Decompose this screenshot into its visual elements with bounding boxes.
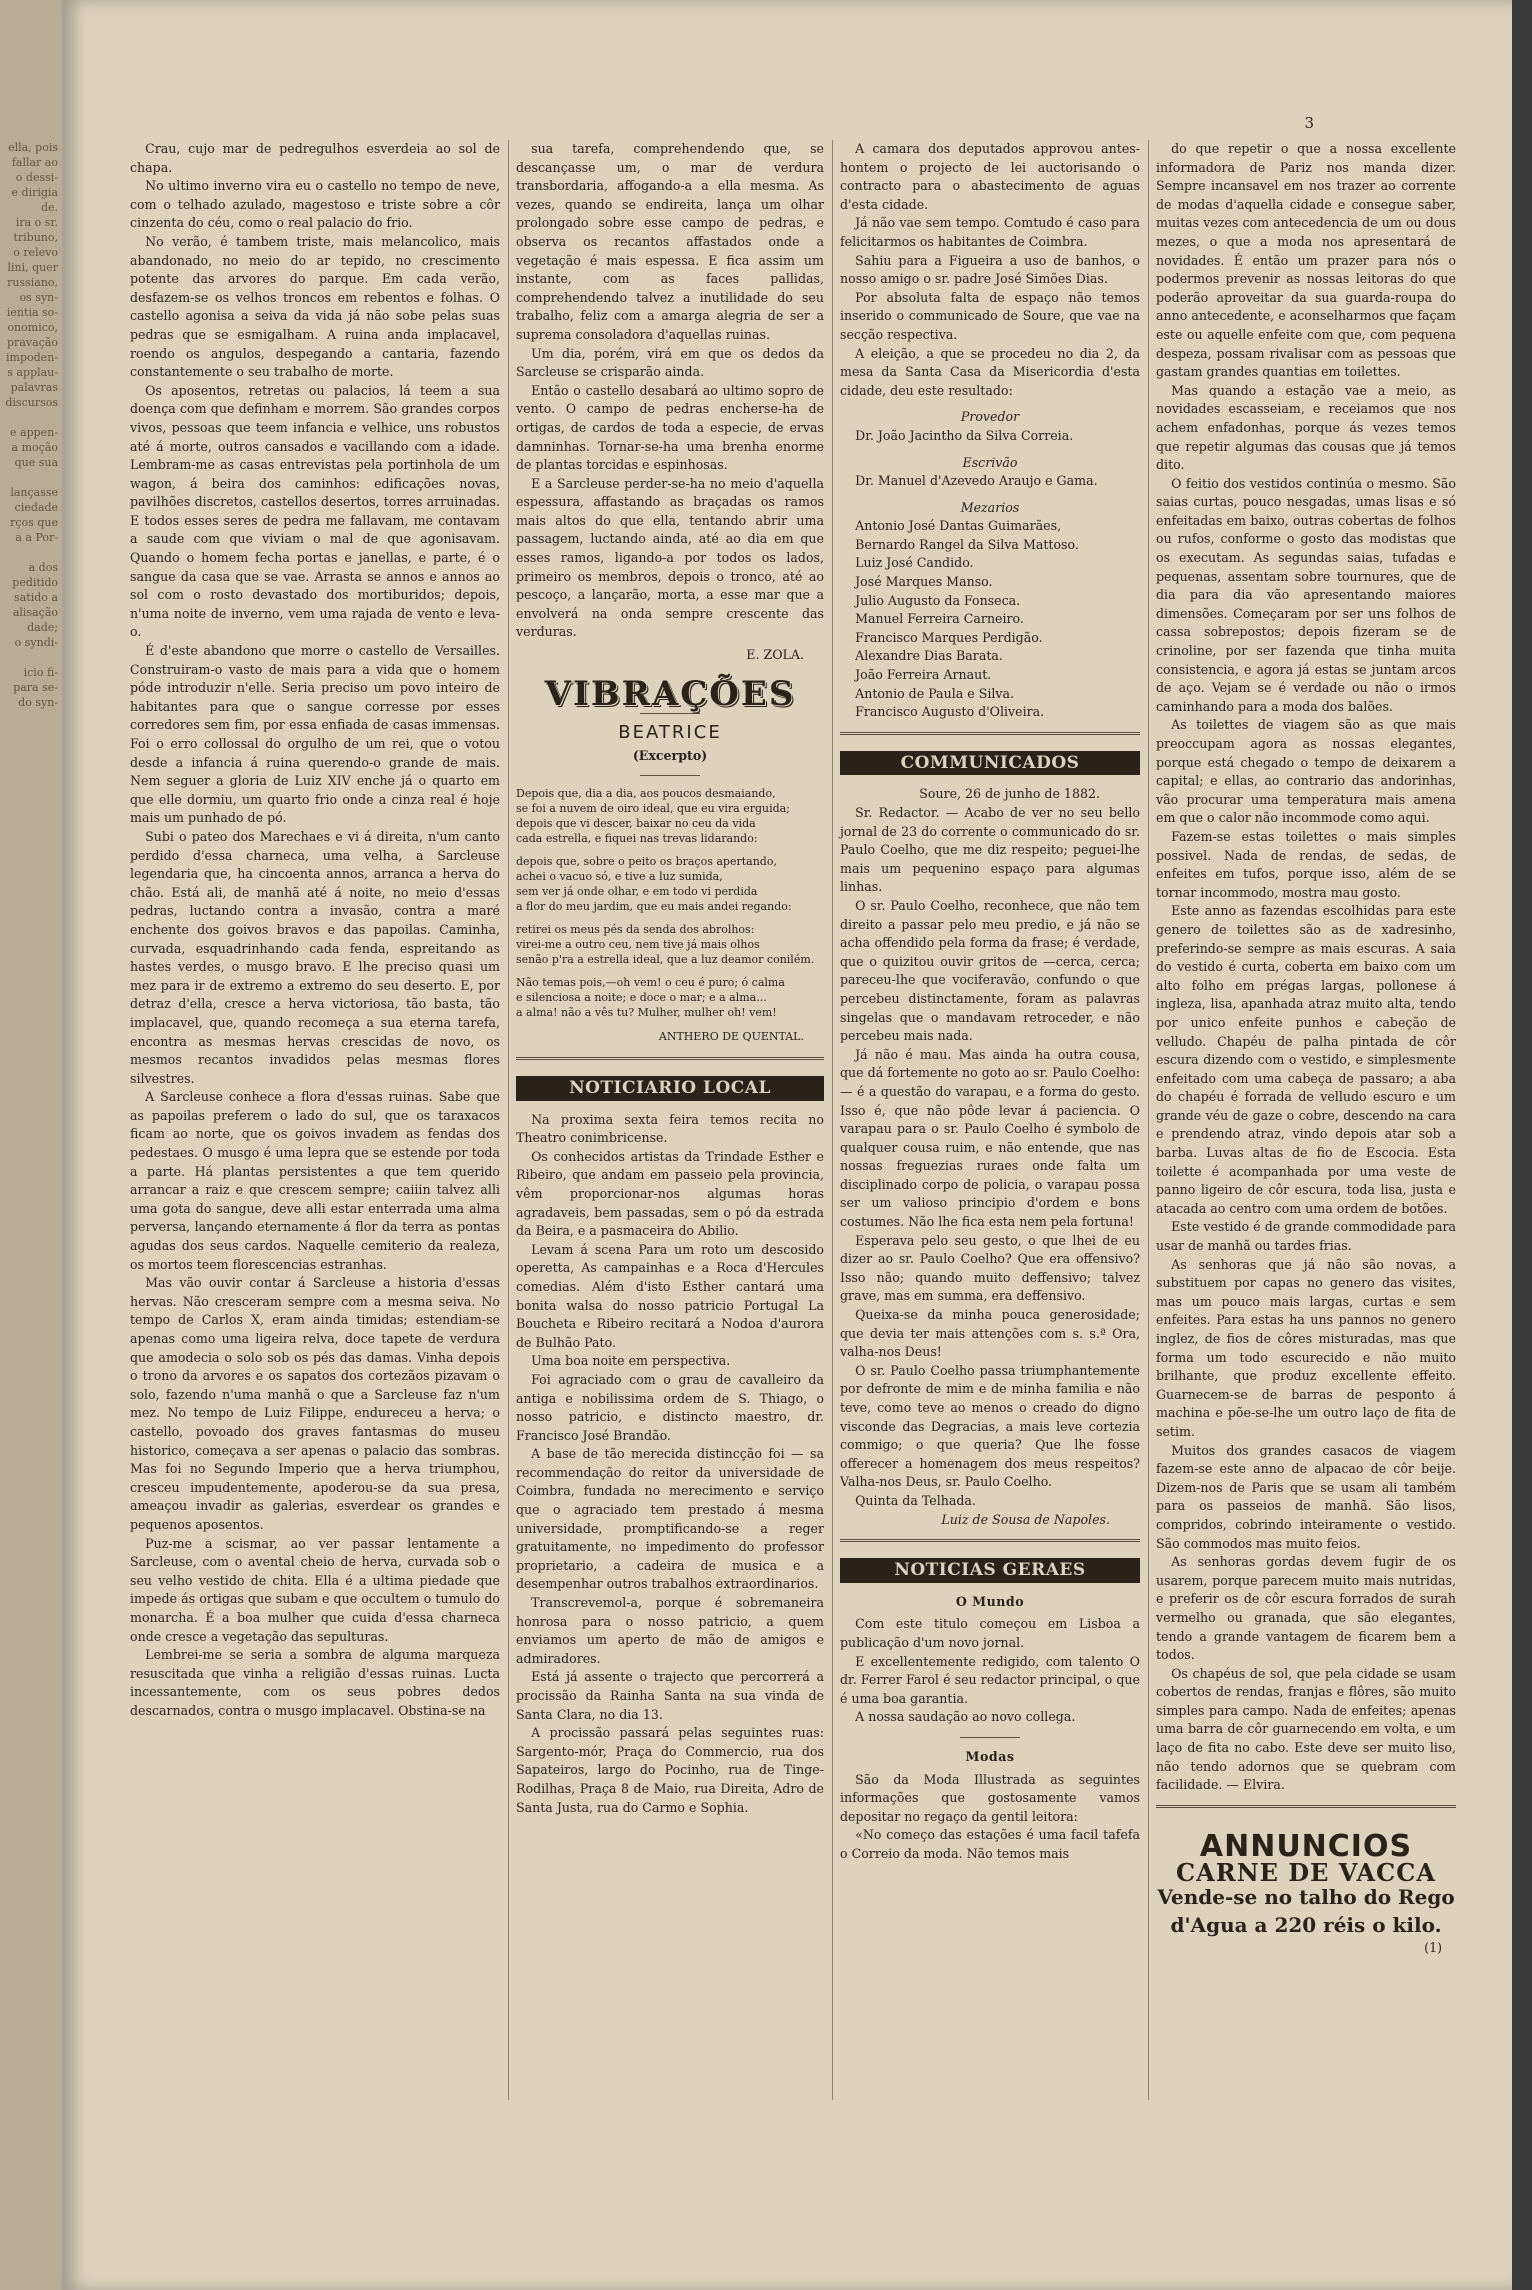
paragraph: As senhoras que já não são novas, a substituem por capas no genero das visites, mas um pouco mais largas, curtas e sem enfeites. Para estas ha uns pannos no genero inglez, de fios de côres misturadas, mas que forma um todo escurecido e não muito brilhante, que produz excellente effeito. Guarnecem-se de barras de pesponto á machina e põe-se-lhe um outro laço de fita de setim. [1156,1256,1456,1439]
mezarios-label: Mezarios [960,499,1020,515]
mezario-name: Antonio José Dantas Guimarães, [855,518,1062,534]
news-item: Na proxima sexta feira temos recita no Theatro conimbricense. [516,1111,824,1146]
paragraph: Então o castello desabará ao ultimo sopro de vento. O campo de pedras encherse-ha de ortigas, de cardos de toda a especie, de ervas damninhas. Tornar-se-ha uma brenha enorme de plantas torcidas e espinhosas. [516,382,824,473]
ad-line: Vende-se no talho do Rego [1157,1885,1455,1910]
communicado-dateline: Soure, 26 de junho de 1882. [919,786,1100,802]
news-item: Foi agraciado com o grau de cavalleiro da antiga e nobilissima ordem de S. Thiago, o nosso patricio, e distincto maestro, dr. Francisco José Brandão. [516,1371,824,1443]
provedor-label: Provedor [960,409,1020,425]
paragraph: Quinta da Telhada. [855,1492,976,1508]
paragraph: Esperava pelo seu gesto, o que lhei de eu dizer ao sr. Paulo Coelho? Que era offensivo? Isso não; quando muito deffensivo; talvez grave, mas em summa, era deffensivo. [840,1232,1140,1304]
paragraph: Queixa-se da minha pouca generosidade; que devia ter mais attenções com s. s.ª Ora, valha-nos Deus! [840,1307,1140,1360]
poem-line: e silenciosa a noite; e doce o mar; e a alma... [516,991,767,1005]
annuncios-title: ANNUNCIOS [1199,1828,1413,1864]
beatrice-title: BEATRICE [618,722,722,744]
poem-line: senão p'ra a estrella ideal, que a luz deamor conilém. [516,953,815,967]
modas-body [840,1771,1140,1864]
paragraph: As senhoras gordas devem fugir de os usarem, porque parecem muito mais nutridas, e preferir os de côr escura forrados de surah vermelho ou granada, que são elegantes, tendo a grande vantagem de ficarem bem a todos. [1156,1554,1456,1663]
mezario-name: José Marques Manso. [855,574,993,590]
newspaper-page [62,0,1512,2290]
escrivao-label: Escrivão [962,454,1018,470]
mezario-name: Alexandre Dias Barata. [855,648,1003,664]
poem-stanza [516,975,824,1020]
mezario-name: Antonio de Paula e Silva. [855,685,1015,701]
paragraph: Este vestido é de grande commodidade para usar de manhã ou tardes frias. [1156,1219,1456,1254]
paragraph: «No começo das estações é uma facil tafefa o Correio da moda. Não temos mais [840,1827,1140,1861]
paragraph: Lembrei-me se seria a sombra de alguma marqueza resuscitada que vinha a religião d'essas ruinas. Lucta incessantemente, com os seus pobres dedos descarnados, contra o musgo implacavel. Obstina-se na [130,1647,500,1718]
ad-line: d'Agua a 220 réis o kilo. [1170,1913,1442,1938]
previous-page-text: ella, pois fallar ao o dessi- e dirigia de. ira o sr. tribuno, o relevo lini, quer russiano, os syn- ientia so- onomico, pravação impoden- s applau- palavras discursos e appen- a moção que sua lançasse ciedade rços que a a Por- a dos peditido satido a alisação dade; o syndi- icio fi- para se- do syn- [5,141,58,709]
mezario-name: Manuel Ferreira Carneiro. [855,611,1024,627]
paragraph: A Sarcleuse conhece a flora d'essas ruinas. Sabe que as papoilas preferem o lado do sul, que os taraxacos ficam ao norte, que os goivos invadem as fendas dos pedestaes. O musgo é uma lepra que se estende por toda a parte. Há plantas persistentes a que tem querido arrancar a raiz e que crescem sempre; caiiin talvez alli uma gota do sangue, deve alli estar enterrada uma alma perversa, lançando eternamente á flor da terra as pontas agudas dos seus cardos. Naquelle cemiterio da realeza, os mortos teem florescencias estranhas. [130,1089,500,1272]
paragraph: As toilettes de viagem são as que mais preoccupam agora as nossas elegantes, porque está chegado o tempo de deixarem a capital; e ellas, ao contrario das andorinhas, vão procurar uma temperatura mais amena em que o calor não incommode como aqui. [1156,717,1456,826]
mezario-name: Luiz José Candido. [855,555,974,571]
provedor-name: Dr. João Jacintho da Silva Correia. [855,427,1074,443]
poem-line: virei-me a outro ceu, nem tive já mais olhos [516,938,760,952]
poem [516,786,824,1020]
ad-headline: CARNE DE VACCA [1176,1858,1436,1888]
column-1 [130,140,500,1720]
poem-line: se foi a nuvem de oiro ideal, que eu vira erguida; [516,802,790,816]
paragraph: No verão, é tambem triste, mais melancolico, mais abandonado, no meio do ar tepido, no crescimento potente das arvores do parque. Em cada verão, desfazem-se os velhos troncos em rebentos e folhas. O castello agonisa a seiva da vida já não sobe pelas suas pedras que se esmigalham. A ruina anda implacavel, roendo os angulos, despegando a cantaria, fazendo constantemente o seu trabalho de morte. [130,233,500,380]
news-item: A camara dos deputados approvou antes-hontem o projecto de lei auctorisando o contracto para o abastecimento de aguas d'esta cidade. [840,141,1140,212]
paragraph: E a Sarcleuse perder-se-ha no meio d'aquella espessura, affastando as braçadas os ramos mais altos do que ella, tentando abrir uma passagem, luctando ainda, até ao dia em que esses ramos, ligando-a por todos os lados, primeiro os membros, depois o tronco, até ao pescoço, a lançarão, morta, a esse mar que a envolverá na onda sempre crescente das verduras. [516,475,824,640]
column-3 [840,140,1140,1863]
column-2 [516,140,824,1817]
poem-line: sem ver já onde olhar, e em todo vi perdida [516,885,758,899]
news-item: Já não vae sem tempo. Comtudo é caso para felicitarmos os habitantes de Coimbra. [840,215,1140,249]
mezario-name: João Ferreira Arnaut. [855,667,992,683]
mezario-name: Francisco Augusto d'Oliveira. [855,704,1045,720]
poem-line: cada estrella, e fiquei nas trevas lidarando: [516,832,758,846]
column-rule [508,140,509,2100]
poem-line: a flor do meu jardim, que eu mais andei regando: [516,900,792,914]
paragraph: Puz-me a scismar, ao ver passar lentamente a Sarcleuse, com o avental cheio de herva, curvada sob o seu velho vestido de chita. Ella é a ultima piedade que impede ás ortigas que subam e que occultem o tumulo do monarcha. É a boa mulher que cuida d'essa charneca onde cresce a vegetação das sepulturas. [130,1535,500,1644]
section-rule [840,732,1140,735]
column-4 [1156,140,1456,1958]
section-rule [1156,1805,1456,1808]
paragraph: É d'este abandono que morre o castello de Versailles. Construiram-o vasto de mais para a vida que o homem póde introduzir n'elle. Seria preciso um povo inteiro de habitantes para que o sangue corresse por esses corredores sem fim, por essa enfiada de casas immensas. Foi o erro collossal do orgulho de um rei, que o votou desde a infancia á ruina querendo-o grande de mais. Nem seguer a gloria de Luiz XIV enche já o quarto em que elle dormiu, um quarto frio onde a cinza real é hoje mais um punhado de pó. [130,643,500,826]
escrivao-name: Dr. Manuel d'Azevedo Araujo e Gama. [855,473,1098,489]
news-item: A base de tão merecida distincção foi — sa recommendação do reitor da universidade de Coimbra, fundada no merecimento e serviço que o agraciado tem prestado á mesma universidade, promptificando-se a reger gratuitamente, no impedimento do professor proprietario, a cadeira de musica e a desempenhar outros trabalhos extraordinarios. [516,1446,824,1592]
o-mundo-body [840,1615,1140,1727]
paragraph: sua tarefa, comprehendendo que, se descançasse um, o mar de verdura transbordaria, affogando-a a ella mesma. As vezes, quando se endireita, lança um olhar prolongado sobre esse campo de pedras, e observa os recantos affastados onde a vegetação é mais espessa. E fica assim um instante, com as faces pallidas, comprehendendo talvez a inutilidade do seu trabalho, feliz com a amarga alegria de ser a suprema consoladora d'aquellas ruinas. [516,141,824,342]
modas-title: Modas [965,1748,1015,1764]
ad-number: (1) [1424,1940,1442,1956]
paragraph: do que repetir o que a nossa excellente informadora de Pariz nos manda dizer. Sempre incansavel em nos trazer ao corrente de modas d'aquella cidade e consegue saber, muitas vezes com antecedencia de um ou dous mezes, o que a moda nos apresentará de novidades. É então um prazer para nós o podermos prevenir as nossas leitoras do que poderão aproveitar da sua guarda-roupa do anno antecedente, e aconselharmos que façam este ou aquelle enfeite com que, com pequena despeza, possam rivalisar com as pessoas que gastam grandes quantias em toilettes. [1156,141,1456,380]
paragraph: Um dia, porém, virá em que os dedos da Sarcleuse se crisparão ainda. [516,345,824,380]
poem-line: retirei os meus pés da senda dos abrolhos: [516,923,755,937]
previous-page-edge [0,0,62,2290]
poem-line: depois que, sobre o peito os braços apertando, [516,855,777,869]
zola-signature: E. ZOLA. [746,647,804,663]
poem-line: depois que vi descer, baixar no ceu da vida [516,817,756,831]
paragraph: Muitos dos grandes casacos de viagem fazem-se este anno de alpacao de côr beije. Dizem-nos de Paris que se usam ali também para os passeios de manhã. São lisos, compridos, cobrindo inteiramente o vestido. São commodos mas muito feios. [1156,1442,1456,1551]
news-item: Levam á scena Para um roto um descosido operetta, As campainhas e a Roca d'Hercules comedias. Além d'isto Esther cantará uma bonita walsa do nosso patricio Portugal La Boucheta e Ribeiro recitará a Nodoa d'aurora de Bulhão Pato. [516,1241,824,1350]
news-item: Transcrevemol-a, porque é sobremaneira honrosa para o nosso patricio, a quem enviamos um aperto de mão de amigos e admiradores. [516,1595,824,1666]
news-item: Por absoluta falta de espaço não temos inserido o communicado de Soure, que vae na secção respectiva. [840,289,1140,342]
paragraph: Subi o pateo dos Marechaes e vi á direita, n'um canto perdido d'essa charneca, uma velha, a Sarcleuse legendaria que, ha cincoenta annos, arranca a herva do chão. Está ali, de manhã até á noite, no meio d'essas pedras, luctando contra a invasão, contra a maré enchente dos goivos bravos e das papoilas. Caminha, curvada, esquadrinhando cada fenda, espreitando as hastes verdes, o musgo bravo. E lhe preciso quasi um mez para ir de extremo a extremo do seu deserto. E, por detraz d'ella, cresce a herva victoriosa, tão basta, tão implacavel, que, quando recomeça a sua eterna tarefa, encontra as mesmas hervas crescidas de novo, os mesmos recantos invadidos pelas mesmas flores silvestres. [130,828,500,1086]
column-rule [832,140,833,2100]
paragraph: E excellentemente redigido, com talento O dr. Ferrer Farol é seu redactor principal, o que é uma boa garantia. [840,1653,1140,1706]
ornament-rule [640,775,700,776]
communicado-signature: Luiz de Sousa de Napoles. [941,1511,1110,1527]
paragraph: O sr. Paulo Coelho, reconhece, que não tem direito a passar pelo meu predio, e já não se acha offendido pela forma da frase; é verdade, que o quizitou ouvir gritos de —cerca, cerca; pareceu-lhe que vociferavão, confundo o que percebeu distinctamente, foram as palavras singelas que o mandavam retroceder, e não percebeu mais nada. [840,897,1140,1044]
excerpt-label: (Excerpto) [632,747,708,763]
communicado-body [840,804,1140,1511]
mezario-name: Francisco Marques Perdigão. [855,629,1043,645]
poem-stanza [516,922,824,967]
news-item: A procissão passará pelas seguintes ruas: Sargento-mór, Praça do Commercio, rua dos Sapateiros, largo do Pocinho, rua de Tinge-Rodilhas, Praça 8 de Maio, rua Direita, Adro de Santa Justa, rua do Carmo e Sophia. [516,1725,824,1815]
poem-line: Depois que, dia a dia, aos poucos desmaiando, [516,787,776,801]
paragraph: No ultimo inverno vira eu o castello no tempo de neve, com o telhado azulado, magestoso e triste sobre a côr cinzenta do céu, como o real palacio do frio. [130,178,500,231]
o-mundo-title: O Mundo [955,1593,1025,1609]
section-rule [516,1057,824,1060]
section-rule [840,1539,1140,1542]
modas-continuation [1156,140,1456,1795]
noticias-geraes-title: NOTICIAS GERAES [840,1558,1140,1583]
paragraph: Sr. Redactor. — Acabo de ver no seu bello jornal de 23 do corrente o communicado do sr. Paulo Coelho, que me diz respeito; peguei-lhe mais um pequenino espaço para algumas linhas. [840,805,1140,895]
vibracoes-title: VIBRAÇÕES [544,673,796,714]
mezario-name: Julio Augusto da Fonseca. [855,592,1021,608]
news-item: Sahiu para a Figueira a uso de banhos, o nosso amigo o sr. padre José Simões Dias. [840,252,1140,287]
paragraph: Já não é mau. Mas ainda ha outra cousa, que dá fortemente no goto ao sr. Paulo Coelho: — é a questão do varapau, e a forma do gesto. Isso é, que não pôde levar á paciencia. O varapau para o sr. Paulo Coelho é symbolo de qualquer cousa ruim, e não entende, que nas nossas freguezias ruraes onde falta um disciplinado corpo de policia, o varapau possa ser um valioso principio d'ordem e bons costumes. Não lhe fica esta nem pela fortuna! [840,1046,1140,1230]
noticiario-local-items [516,1111,824,1818]
paragraph: São da Moda Illustrada as seguintes informações que gostosamente vamos depositar no regaço da gentil leitora: [840,1771,1140,1824]
paragraph: Com este titulo começou em Lisboa a publicação d'um novo jornal. [840,1616,1140,1650]
local-notes [840,140,1140,400]
news-item: A eleição, a que se procedeu no dia 2, da mesa da Santa Casa da Misericordia d'esta cidade, deu este resultado: [840,345,1140,398]
noticiario-local-title: NOTICIARIO LOCAL [516,1076,824,1101]
column-rule [1148,140,1149,2100]
paragraph: A nossa saudação ao novo collega. [855,1709,1076,1725]
mezarios-list [840,517,1140,722]
paragraph: Os aposentos, retretas ou palacios, lá teem a sua doença com que definham e morrem. São grandes corpos vivos, pessoas que teem infancia e velhice, uns robustos até á morte, outros cansados e vacillando com a idade. Lembram-me as casas entrevistas pela portinhola de um wagon, á beira dos caminhos: edificações novas, pavilhões discretos, castellos desertos, torres arruinadas. E todos esses seres de pedra me fallavam, me contavam a saude com que viviam o mal de que agonisavam. Quando o homem fecha portas e janellas, e parte, é o sangue da casa que se vae. Arrasta se annos e annos ao sol com o rosto devastado dos mortiburidos; depois, n'uma noite de inverno, vem uma rajada de vento e leva-o. [130,382,500,640]
communicados-title: COMMUNICADOS [840,751,1140,776]
paragraph: Mas quando a estação vae a meio, as novidades escasseiam, e receiamos que nos achem enfadonhas, porque ás vezes temos que repetir algumas das cousas que já temos dito. [1156,382,1456,473]
poem-line: Não temas pois,—oh vem! o ceu é puro; ó calma [516,976,785,990]
news-item: Está já assente o trajecto que percorrerá a procissão da Rainha Santa na sua vinda de Santa Clara, no dia 13. [516,1669,824,1722]
news-item: Os conhecidos artistas da Trindade Esther e Ribeiro, que andam em passeio pela provincia, vêm proporcionar-nos algumas horas agradaveis, bem passadas, sem o pó da estrada da Beira, e a pasmaceira do Abilio. [516,1148,824,1239]
paragraph: Fazem-se estas toilettes o mais simples possivel. Nada de rendas, de sedas, de enfeites em tufos, porque isso, além de se tornar incommodo, mostra mau gosto. [1156,828,1456,900]
paragraph: Os chapéus de sol, que pela cidade se usam cobertos de rendas, franjas e flôres, são muito simples para campo. Nada de enfeites; apenas uma barra de côr guarnecendo em volta, e um laço de fita no cabo. Este deve ser muito liso, não tendo adornos que se quebram com facilidade. — Elvira. [1156,1665,1456,1793]
poem-stanza [516,786,824,846]
poem-line: a alma! não a vês tu? Mulher, mulher oh! vem! [516,1006,777,1020]
paragraph: O sr. Paulo Coelho passa triumphantemente por defronte de mim e de minha familia e não teve, como teve ao menos o creado do digno visconde das Degracias, a mais leve cortezia commigo; o que queria? Que lhe fosse offerecer a homenagem dos meus respeitos? Valha-nos Deus, sr. Paulo Coelho. [840,1362,1140,1490]
paragraph: Este anno as fazendas escolhidas para este genero de toilettes são as de xadresinho, preferindo-se sempre as mais escuras. A saia do vestido é curta, coberta em baixo com um alto folho em prégas largas, pollonese á ingleza, lisa, apanhada atraz muito alta, tendo por unico enfeite punhos e cabeção de velludo. Chapéu de palha pintada de côr escura dizendo com o vestido, e simplesmente enfeitado com uma cabeça de passaro; a aba do chapéu é forrada de velludo escuro e um grande véu de gaze o cobre, descendo na cara e prendendo atraz, vindo depois atar sob a barba. Luvas altas de fio de Escocia. Esta toilette é acompanhada por uma veste de panno ligeiro de côr escura, toda lisa, justa e atacada ao centro com uma ordem de botões. [1156,903,1456,1216]
paragraph: O feitio dos vestidos continúa o mesmo. São saias curtas, pouco nesgadas, umas lisas e só enfeitadas em baixo, outras cobertas de folhos ou rufos, conforme o gosto das modistas que os executam. As segundas saias, tufadas e pequenas, assentam sobre tournures, que de dia para dia vão apresentando maiores dimensões. Começaram por ser uns folhos de cassa sobrepostos; depois fizeram se de crinoline, por ser fazenda que tinha muita consistencia, e agora já estas se juntam arcos de aço. Vejam se é verdade ou não o irmos caminhando para a moda dos balões. [1156,475,1456,714]
page-number: 3 [1304,114,1314,132]
paragraph: Crau, cujo mar de pedregulhos esverdeia ao sol de chapa. [130,141,500,175]
news-item: Uma boa noite em perspectiva. [531,1353,731,1369]
poem-stanza [516,854,824,914]
paragraph: Mas vão ouvir contar á Sarcleuse a historia d'essas hervas. Não cresceram sempre com a mesma seiva. No tempo de Carlos X, eram ainda timidas; estendiam-se apenas como uma ligeira relva, doce tapete de verdura que amodecia o solo sob os pés das damas. Vinha depois o trono da arvores e os sapatos dos cortezãos pizavam o solo, fazendo n'uma manhã o que a Sarcleuse faz n'um mez. No tempo de Luiz Filippe, endureceu a herva; o castello, povoado dos graves fantasmas do museu historico, começava a ser apenas o palacio das sombras. Mas foi no Segundo Imperio que a herva triumphou, cresceu impudentemente, apoderou-se da sua presa, ameaçou invadir as galerias, esverdear os grandes e pequenos aposentos. [130,1275,500,1532]
ad-body [1156,1883,1456,1939]
ornament-rule [960,1737,1020,1738]
mezario-name: Bernardo Rangel da Silva Mattoso. [855,536,1079,552]
zola-article-end [516,140,824,642]
poem-line: achei o vacuo só, e tive a luz sumida, [516,870,723,884]
poem-author: ANTHERO DE QUENTAL. [658,1030,804,1044]
